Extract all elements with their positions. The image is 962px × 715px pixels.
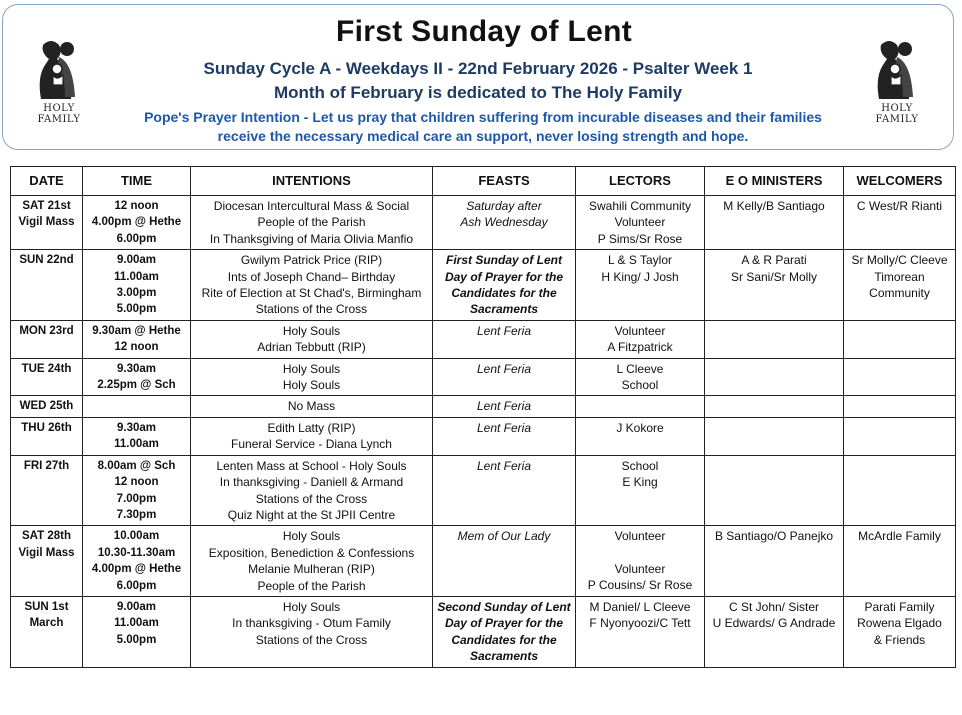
ministers-cell: [705, 250, 844, 321]
time-cell: [83, 455, 191, 526]
date-cell: [11, 455, 83, 526]
cell-line: C West/R Rianti: [856, 199, 943, 213]
intentions-cell: [191, 455, 433, 526]
cell-line: Sr Sani/Sr Molly: [730, 269, 818, 284]
date-cell: [11, 320, 83, 358]
cell-line: B Santiago/O Panejko: [714, 529, 834, 544]
time-cell: [83, 526, 191, 597]
cell-line: Funeral Service - Diana Lynch: [231, 437, 392, 452]
cell-line: McArdle Family: [858, 529, 941, 544]
column-header: E O MINISTERS: [705, 167, 844, 196]
lectors-cell: [576, 526, 705, 597]
cell-line: 11.00am: [114, 617, 159, 630]
feasts-cell: [433, 196, 576, 250]
cell-line: In thanksgiving - Daniell & Armand: [219, 475, 404, 490]
cell-line: Community: [869, 286, 930, 301]
cell-line: 11.00am: [114, 270, 159, 283]
feasts-cell: [433, 455, 576, 526]
cell-line: School: [621, 458, 659, 473]
cell-line: School: [621, 378, 659, 393]
cell-line: Rite of Election at St Chad's, Birmingham: [201, 286, 422, 301]
cell-line: FRI 27th: [23, 459, 70, 472]
cell-line: SUN 1st: [24, 600, 69, 613]
cell-line: Lent Feria: [476, 458, 532, 473]
cell-line: THU 26th: [21, 421, 72, 434]
schedule-table: [10, 166, 956, 668]
date-cell: [11, 417, 83, 455]
cell-line: 11.00am: [114, 438, 159, 451]
cell-line: March: [29, 617, 64, 630]
cell-line: 3.00pm: [116, 287, 157, 300]
cell-line: Holy Souls: [282, 529, 341, 544]
cell-line: 8.00am @ Sch: [97, 459, 176, 472]
cell-line: Volunteer: [614, 323, 666, 338]
cell-line: J Kokore: [616, 420, 664, 435]
table-row: [11, 196, 956, 250]
cell-line: Adrian Tebbutt (RIP): [257, 340, 366, 355]
cell-line: 10.30-11.30am: [97, 546, 176, 559]
cell-line: First Sunday of Lent: [445, 253, 562, 268]
cell-line: Lent Feria: [476, 361, 532, 376]
cell-line: Stations of the Cross: [255, 302, 368, 317]
cell-line: SUN 22nd: [19, 254, 74, 267]
cell-line: L & S Taylor: [607, 253, 673, 268]
time-cell: [83, 417, 191, 455]
intentions-cell: [191, 320, 433, 358]
cell-line: U Edwards/ G Andrade: [712, 616, 836, 631]
prayer-line: Pope's Prayer Intention - Let us pray that children suffering from incurable diseases and their families: [144, 109, 822, 125]
cell-line: No Mass: [287, 399, 336, 414]
intentions-cell: [191, 396, 433, 417]
intentions-cell: [191, 596, 433, 667]
welcomers-cell: [844, 417, 956, 455]
cell-line: Ints of Joseph Chand– Birthday: [227, 269, 396, 284]
cell-line: TUE 24th: [21, 362, 72, 375]
intentions-cell: [191, 250, 433, 321]
cell-line: 9.30am @ Hethe: [92, 324, 181, 337]
logo-caption: HOLY FAMILY: [875, 103, 919, 125]
cell-line: A Fitzpatrick: [607, 340, 673, 355]
feasts-cell: [433, 417, 576, 455]
cell-line: SAT 21st: [22, 200, 71, 212]
intentions-cell: [191, 417, 433, 455]
cell-line: 9.00am: [116, 600, 156, 613]
cell-line: 7.30pm: [116, 508, 157, 521]
schedule-body: [11, 196, 956, 668]
cell-line: Parati Family: [864, 599, 935, 614]
intentions-cell: [191, 196, 433, 250]
table-row: [11, 358, 956, 396]
cell-line: Timorean: [874, 269, 925, 284]
table-row: [11, 396, 956, 417]
cell-line: Lent Feria: [476, 323, 532, 338]
ministers-cell: [705, 526, 844, 597]
cell-line: Stations of the Cross: [255, 632, 368, 647]
prayer-intention: [103, 108, 863, 146]
cell-line: Sacraments: [469, 302, 539, 317]
welcomers-cell: [844, 196, 956, 250]
cell-line: Lenten Mass at School - Holy Souls: [216, 458, 407, 473]
cell-line: Candidates for the: [451, 632, 557, 647]
feasts-cell: [433, 596, 576, 667]
lectors-cell: [576, 196, 705, 250]
cell-line: F Nyonyoozi/C Tett: [589, 616, 691, 631]
feasts-cell: [433, 396, 576, 417]
column-header: DATE: [11, 167, 83, 196]
cell-line: Holy Souls: [282, 599, 341, 614]
cell-line: 9.30am: [116, 362, 156, 375]
cell-line: P Cousins/ Sr Rose: [587, 578, 693, 593]
cell-line: 5.00pm: [116, 303, 157, 316]
cell-line: 6.00pm: [116, 232, 157, 245]
date-cell: [11, 250, 83, 321]
intentions-cell: [191, 358, 433, 396]
cell-line: 10.00am: [113, 530, 160, 543]
column-header: INTENTIONS: [191, 167, 433, 196]
date-cell: [11, 358, 83, 396]
logo-caption: HOLY FAMILY: [37, 103, 81, 125]
lectors-cell: [576, 250, 705, 321]
cell-line: 7.00pm: [116, 492, 157, 505]
header-banner: [2, 4, 954, 150]
cell-line: Lent Feria: [476, 399, 532, 414]
lectors-cell: [576, 358, 705, 396]
cell-line: People of the Parish: [257, 215, 366, 230]
cell-line: People of the Parish: [257, 578, 366, 593]
cell-line: A & R Parati: [741, 253, 807, 268]
cell-line: H King/ J Josh: [601, 269, 679, 284]
lectors-cell: [576, 320, 705, 358]
welcomers-cell: [844, 320, 956, 358]
cell-line: Edith Latty (RIP): [267, 420, 356, 435]
cell-line: WED 25th: [19, 400, 74, 413]
cell-line: [580, 545, 700, 561]
cell-line: E King: [622, 475, 658, 490]
cell-line: M Kelly/B Santiago: [723, 199, 825, 213]
feasts-cell: [433, 526, 576, 597]
column-header: LECTORS: [576, 167, 705, 196]
cell-line: Gwilym Patrick Price (RIP): [240, 253, 383, 268]
cell-line: 9.00am: [116, 254, 156, 267]
table-row: [11, 596, 956, 667]
cell-line: Rowena Elgado: [857, 616, 942, 631]
cell-line: 4.00pm @ Hethe: [91, 563, 182, 576]
welcomers-cell: [844, 596, 956, 667]
welcomers-cell: [844, 526, 956, 597]
cell-line: 4.00pm @ Hethe: [91, 216, 182, 229]
ministers-cell: [705, 396, 844, 417]
cell-line: Sacraments: [469, 649, 539, 664]
cell-line: C St John/ Sister: [728, 599, 820, 614]
cell-line: Exposition, Benediction & Confessions: [208, 545, 415, 560]
cell-line: SAT 28th: [22, 530, 71, 543]
ministers-cell: [705, 455, 844, 526]
month-dedication: Month of February is dedicated to The Holy Family: [273, 83, 683, 102]
cell-line: M Daniel/ L Cleeve: [589, 599, 691, 614]
welcomers-cell: [844, 396, 956, 417]
ministers-cell: [705, 417, 844, 455]
lectors-cell: [576, 455, 705, 526]
page-title: First Sunday of Lent: [335, 15, 632, 48]
table-row: [11, 455, 956, 526]
welcomers-cell: [844, 358, 956, 396]
table-row: [11, 320, 956, 358]
cell-line: Volunteer: [614, 529, 666, 544]
feasts-cell: [433, 320, 576, 358]
cell-line: Melanie Mulheran (RIP): [248, 562, 375, 577]
cell-line: Vigil Mass: [18, 546, 75, 559]
cell-line: MON 23rd: [19, 324, 74, 337]
lectors-cell: [576, 417, 705, 455]
time-cell: [83, 396, 191, 417]
cell-line: Day of Prayer for the: [444, 269, 564, 284]
table-row: [11, 417, 956, 455]
cell-line: Holy Souls: [282, 361, 341, 376]
ministers-cell: [705, 320, 844, 358]
cell-line: Lent Feria: [476, 420, 532, 435]
cell-line: In thanksgiving - Otum Family: [232, 616, 391, 631]
time-cell: [83, 320, 191, 358]
date-cell: [11, 526, 83, 597]
cell-line: L Cleeve: [616, 361, 664, 376]
time-cell: [83, 250, 191, 321]
time-cell: [83, 196, 191, 250]
cell-line: 6.00pm: [116, 579, 157, 592]
lectors-cell: [576, 596, 705, 667]
feasts-cell: [433, 250, 576, 321]
time-cell: [83, 596, 191, 667]
cell-line: Candidates for the: [451, 286, 557, 301]
cell-line: 12 noon: [114, 200, 159, 212]
cell-line: Day of Prayer for the: [444, 616, 564, 631]
lectors-cell: [576, 396, 705, 417]
welcomers-cell: [844, 250, 956, 321]
cell-line: Second Sunday of Lent: [437, 599, 571, 614]
cell-line: Mem of Our Lady: [457, 529, 551, 544]
cell-line: 12 noon: [114, 341, 159, 354]
column-header: TIME: [83, 167, 191, 196]
cell-line: 12 noon: [114, 476, 159, 489]
intentions-cell: [191, 526, 433, 597]
cell-line: & Friends: [873, 632, 926, 647]
prayer-line: receive the necessary medical care an support, never losing strength and hope.: [217, 128, 749, 144]
cell-line: Vigil Mass: [18, 216, 75, 229]
column-header: WELCOMERS: [844, 167, 956, 196]
cell-line: Quiz Night at the St JPII Centre: [227, 507, 396, 522]
cell-line: Volunteer: [614, 215, 666, 230]
time-cell: [83, 358, 191, 396]
cell-line: Holy Souls: [282, 323, 341, 338]
cell-line: Saturday after: [466, 199, 542, 213]
welcomers-cell: [844, 455, 956, 526]
cell-line: P Sims/Sr Rose: [597, 231, 683, 246]
date-cell: [11, 396, 83, 417]
ministers-cell: [705, 358, 844, 396]
cell-line: 5.00pm: [116, 633, 157, 646]
ministers-cell: [705, 596, 844, 667]
ministers-cell: [705, 196, 844, 250]
cell-line: Diocesan Intercultural Mass & Social: [213, 199, 410, 213]
column-header: FEASTS: [433, 167, 576, 196]
cell-line: Sr Molly/C Cleeve: [851, 253, 948, 268]
cell-line: 9.30am: [116, 421, 156, 434]
cell-line: In Thanksgiving of Maria Olivia Manfio: [209, 231, 414, 246]
cell-line: Stations of the Cross: [255, 491, 368, 506]
cell-line: Holy Souls: [282, 378, 341, 393]
table-row: [11, 526, 956, 597]
cell-line: Volunteer: [614, 561, 666, 576]
cell-line: Ash Wednesday: [460, 215, 548, 230]
feasts-cell: [433, 358, 576, 396]
cycle-subtitle: Sunday Cycle A - Weekdays II - 22nd February 2026 - Psalter Week 1: [203, 59, 753, 78]
table-row: [11, 250, 956, 321]
table-header-row: [11, 167, 956, 196]
cell-line: 2.25pm @ Sch: [97, 379, 176, 392]
date-cell: [11, 596, 83, 667]
cell-line: Swahili Community: [588, 199, 692, 213]
date-cell: [11, 196, 83, 250]
